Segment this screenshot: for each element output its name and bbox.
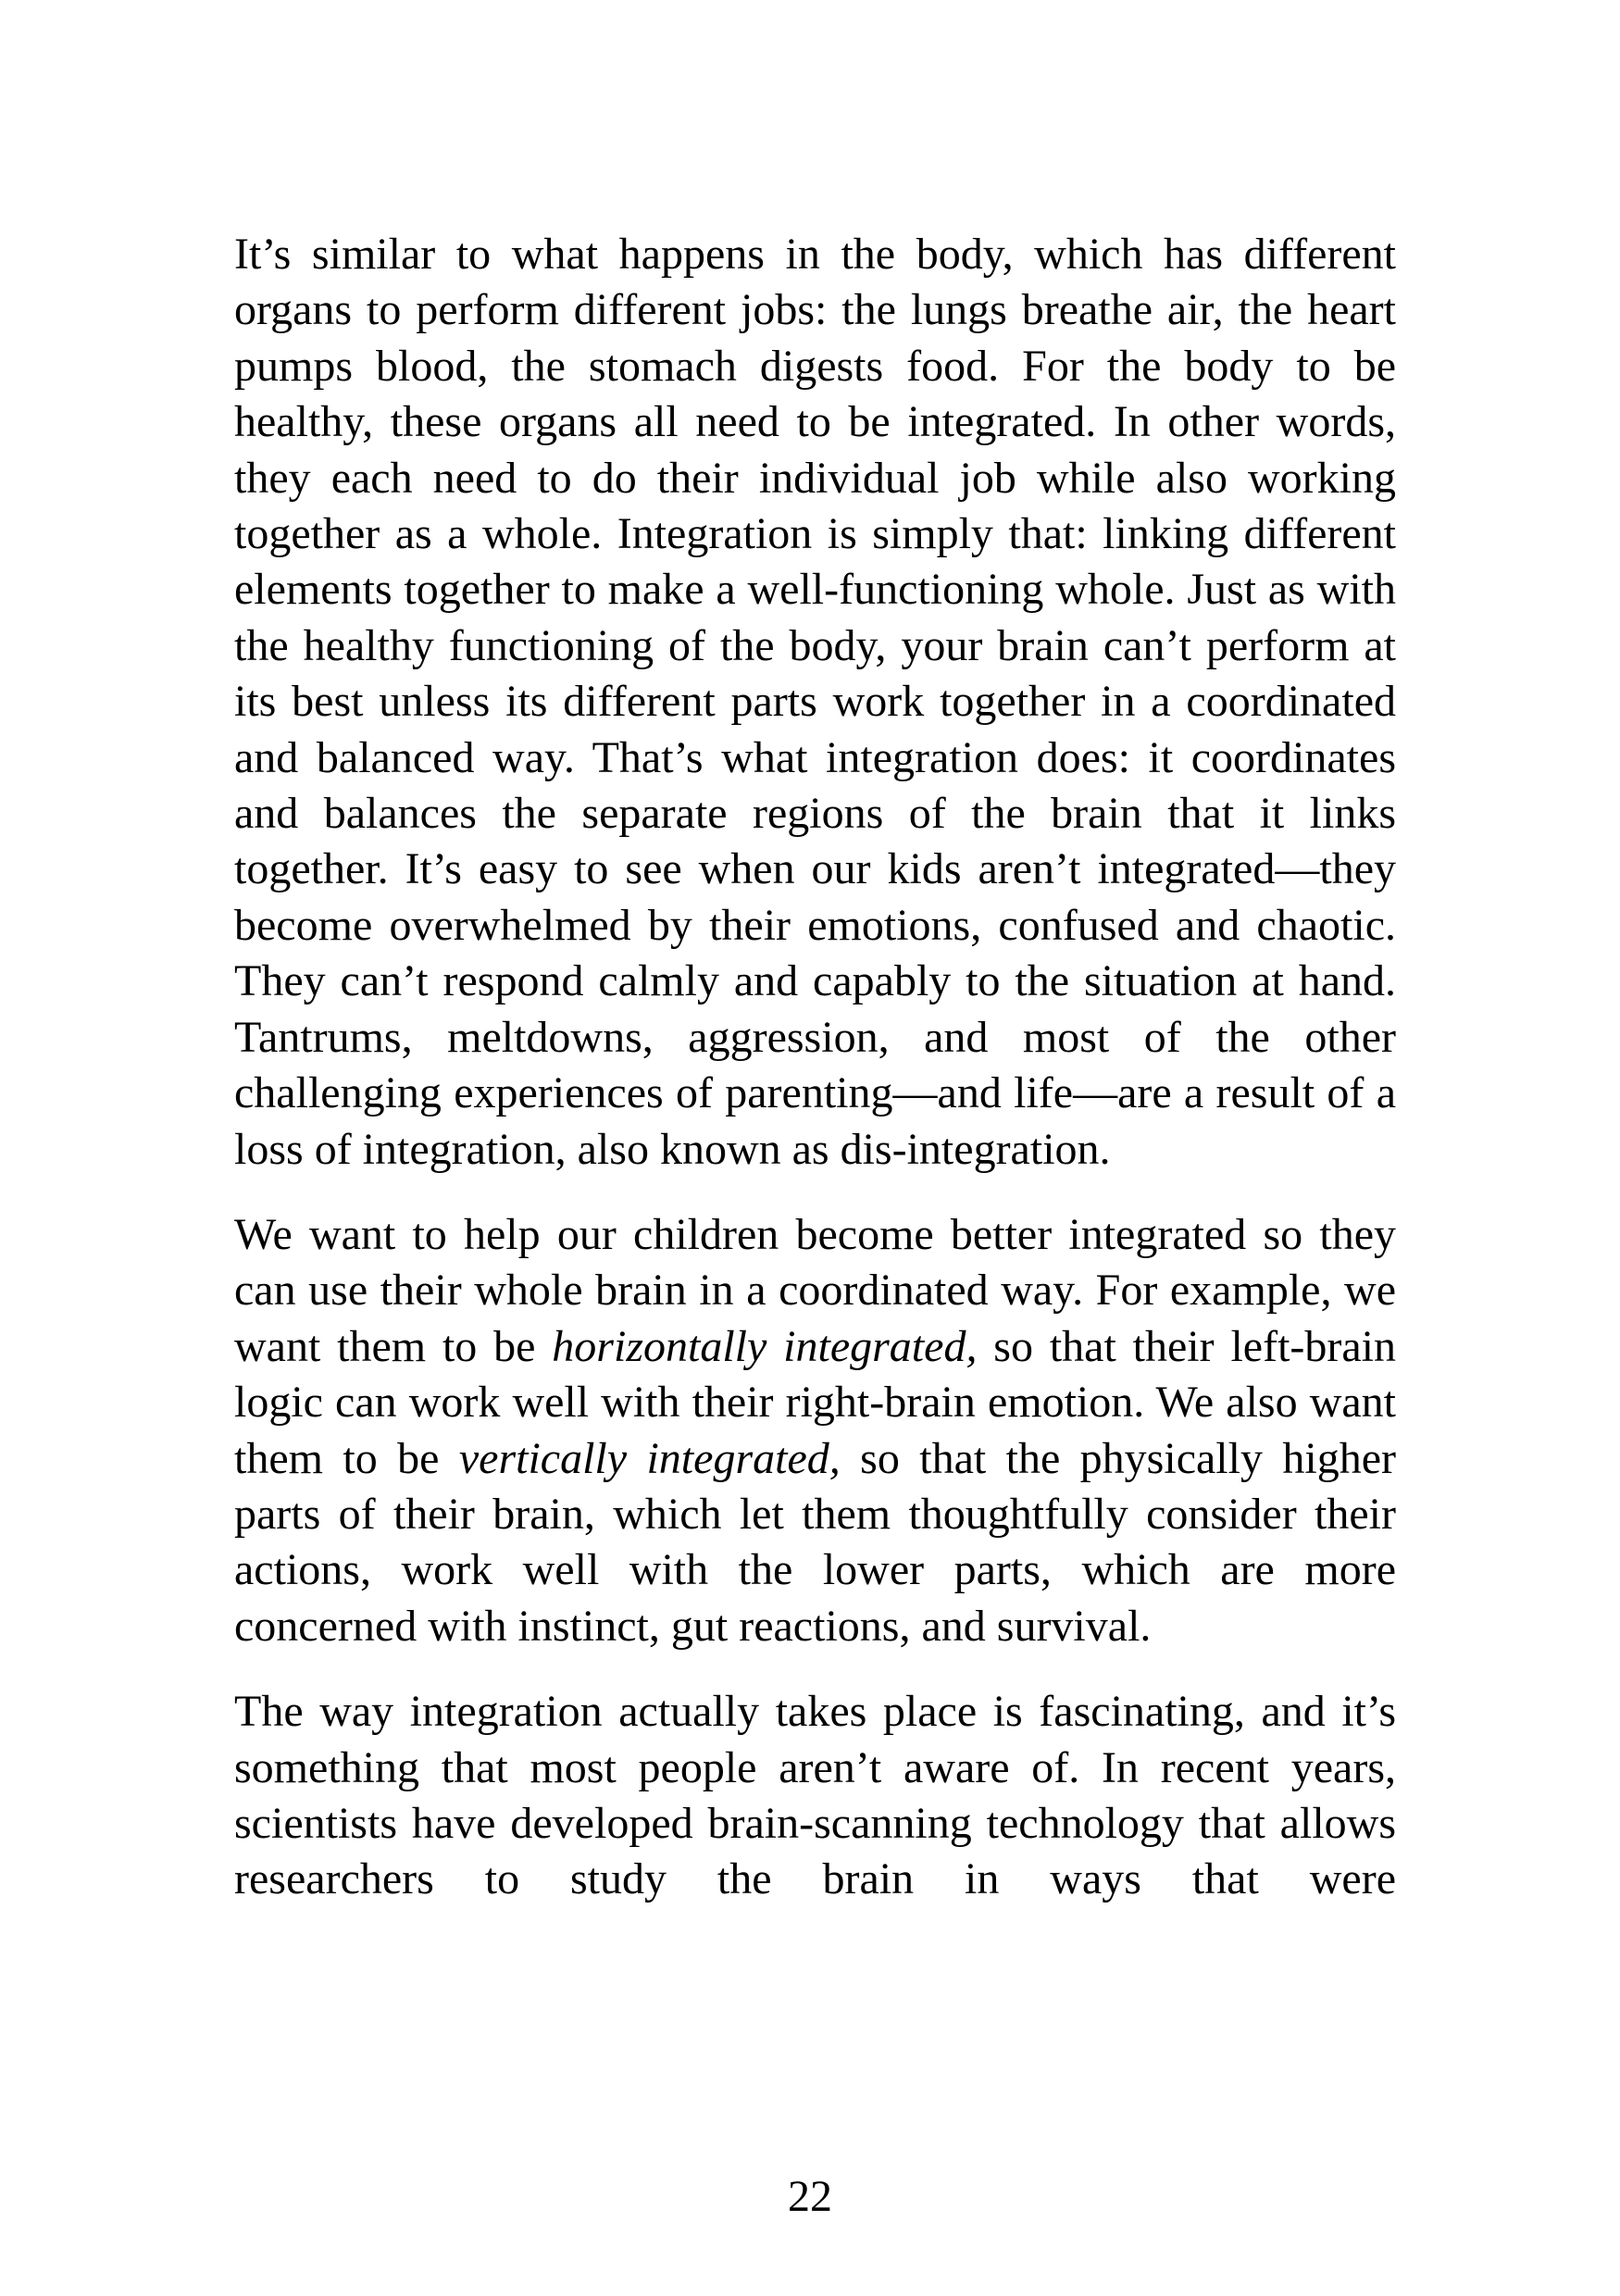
italic-term-horizontal: horizontally integrated, — [552, 1321, 978, 1371]
body-text — [234, 227, 1396, 1908]
page-number: 22 — [788, 2172, 832, 2221]
paragraph-text: The way integration actually takes place is fascinating, and it’s something that most people aren’t aware of. In recent years, scientists have developed brain-scanning technology that allows researchers to study the brain in ways that were — [234, 1687, 1396, 1904]
paragraph-integration-body-analogy — [234, 227, 1396, 1178]
paragraph-integration-research — [234, 1684, 1396, 1908]
paragraph-text: so that their left-brain logic can work well with their right-brain emotion. We also want them to be — [234, 1321, 1397, 1483]
paragraph-text: We want to help our children become better integrated so they can use their whole brain in a coordinated way. For example, we want them to be — [234, 1209, 1396, 1371]
paragraph-text: It’s similar to what happens in the body, which has different organs to perform different jobs: the lungs breathe air, the heart pumps blood, the stomach digests food. For the body to be healthy, these organs all need to be integrated. In other words, they each need to do their individual job while also working together as a whole. Integration is simply that: linking different elements together to make a well-functioning whole. Just as with the healthy functioning of the body, your brain can’t perform at its best unless its different parts work together in a coordinated and balanced way. That’s what integration does: it coordinates and balances the separate regions of the brain that it links together. It’s easy to see when our kids aren’t integrated—they become overwhelmed by their emotions, confused and chaotic. They can’t respond calmly and capably to the situation at hand. Tantrums, meltdowns, aggression, and most of the other challenging experiences of parenting—and life—are a result of a loss of integration, also known as dis-integration. — [234, 230, 1396, 1174]
paragraph-text: so that the physically higher parts of their brain, which let them thoughtfully consider their actions, work well with the lower parts, which are more concerned with instinct, gut reactions, and survival. — [234, 1433, 1397, 1651]
paragraph-integrated-children — [234, 1207, 1396, 1654]
italic-term-vertical: vertically integrated, — [458, 1433, 841, 1483]
